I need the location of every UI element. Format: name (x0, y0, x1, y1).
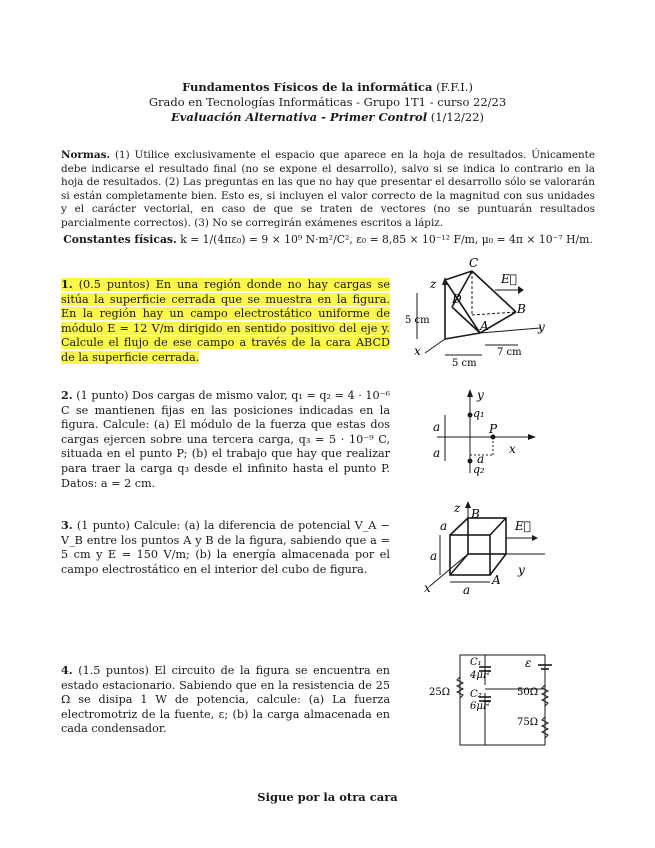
z-arrowhead (442, 277, 448, 285)
x-axis (425, 339, 445, 353)
figure-3-cube (410, 500, 560, 600)
cube-edge (450, 518, 468, 535)
fig1-label-C: C (469, 256, 479, 270)
course-title-line (0, 80, 655, 94)
fig3-label-B: B (471, 507, 480, 521)
problem-1-text: (0.5 puntos) En una región donde no hay cargas se sitúa la superficie cerrada que se muestra en la figura. En la región hay un campo electrostático uniforme de módulo E = 12 V/m dirigido en sentido positivo del eje y. Calcule el flujo de ese campo a través de la cara ABCD de la superficie cerrada. (61, 278, 390, 364)
problem-2-number: 2. (61, 388, 73, 402)
course-abbr: (F.F.I.) (436, 80, 473, 94)
fig1-label-B: B (517, 302, 526, 316)
fig3-label-E: E⃗ (515, 519, 531, 533)
problem-1-number: 1. (61, 277, 73, 291)
charge-q1-dot (468, 413, 473, 418)
fig1-label-E: E⃗ (501, 272, 517, 286)
fig2-label-y: y (477, 388, 484, 402)
e-field-arrowhead (518, 286, 524, 294)
fig3-label-x: x (424, 581, 431, 595)
course-title: Fundamentos Físicos de la informática (182, 80, 433, 94)
problem-2 (61, 388, 390, 491)
fig1-label-A: A (480, 319, 489, 333)
fig4-label-epsilon: ε (525, 656, 532, 670)
fig1-dim-width: 5 cm (452, 358, 477, 369)
fig2-label-a-lower: a (433, 446, 441, 460)
cube-edge (490, 554, 506, 575)
fig1-dim-depth: 7 cm (497, 347, 522, 358)
fig1-dim-height: 5 cm (405, 315, 430, 326)
fig1-label-D: D (452, 292, 462, 306)
rules-text: (1) Utilice exclusivamente el espacio que aparece en la hoja de resultados. Únicamente debe indicarse el resultado final (no se expone el desarrollo), salvo si se indica lo contrario en la hoja de resultados. (2) Las preguntas en las que no hay que presentar el desarrollo sólo se valorarán si están completamente bien. Esto es, si incluyen el valor correcto de la magnitud con sus unidades y el carácter vectorial, en caso de que se traten de vectores (no se puntuarán resultados parcialmente correctos). (3) No se corregirán exámenes escritos a lápiz. (61, 149, 596, 229)
figure-2-charges (425, 385, 555, 480)
fig4-label-C1-value: 4μF (470, 670, 490, 681)
fig3-label-y: y (518, 563, 525, 577)
constants-text: k = 1/(4πε₀) = 9 × 10⁹ N·m²/C², ε₀ = 8,85 × 10⁻¹² F/m, μ₀ = 4π × 10⁻⁷ H/m. (180, 233, 593, 246)
cube-edge (450, 554, 468, 575)
problem-4-number: 4. (61, 663, 73, 677)
problem-2-text: (1 punto) Dos cargas de mismo valor, q₁ = q₂ = 4 · 10⁻⁶ C se mantienen fijas en las posiciones indicadas en la figura. Calcule: (a) El módulo de la fuerza que estas dos cargas ejercen sobre una tercera carga, q₃ = 5 · 10⁻⁹ C, situada en el punto P; (b) el trabajo que hay que realizar para traer la carga q₃ desde el infinito hasta el punto P. Datos: a = 2 cm. (61, 389, 390, 490)
fig2-label-a-horizontal: a (477, 452, 485, 466)
problem-3 (61, 518, 390, 577)
problem-3-number: 3. (61, 518, 73, 532)
problem-4-text: (1.5 puntos) El circuito de la figura se encuentra en estado estacionario. Sabiendo que en la resistencia de 25 Ω se disipa 1 W de potencia, calcule: (a) La fuerza electromotriz de la fuente, ε; (b) la carga almacenada en cada condensador. (61, 664, 390, 736)
constants-heading: Constantes físicas. (63, 233, 177, 246)
problem-3-text: (1 punto) Calcule: (a) la diferencia de potencial V_A − V_B entre los puntos A y B de la figura, sabiendo que a = 5 cm y E = 150 V/m; (b) la energía almacenada por el campo electrostático en el interior del cubo de figura. (61, 519, 390, 576)
fig3-label-A: A (492, 573, 501, 587)
problem-1 (61, 277, 390, 366)
fig2-label-q1: q₁ (473, 407, 485, 420)
y-axis (480, 328, 540, 333)
rules-heading: Normas. (61, 149, 111, 161)
footer-note: Sigue por la otra cara (257, 790, 398, 804)
fig4-label-R75: 75Ω (517, 717, 539, 728)
rules-paragraph (61, 149, 595, 231)
exam-line (0, 110, 655, 124)
fig2-label-a-upper: a (433, 420, 441, 434)
fig1-label-z: z (430, 277, 437, 291)
circuit-outer-loop (460, 655, 545, 745)
fig2-label-P: P (489, 422, 498, 436)
fig1-label-y: y (538, 320, 545, 334)
figure-1-prism (400, 255, 570, 375)
exam-date: (1/12/22) (430, 110, 485, 124)
fig3-label-a-left: a (430, 549, 438, 563)
constants-line (61, 233, 595, 247)
problem-1-highlight (61, 278, 390, 364)
figure-4-circuit (425, 645, 565, 750)
fig2-label-q2: q₂ (473, 463, 485, 476)
cube-edge (490, 518, 506, 535)
fig3-label-z: z (454, 501, 461, 515)
fig4-label-R25: 25Ω (429, 687, 451, 698)
fig4-label-C1: C₁ (470, 657, 482, 668)
fig2-label-x: x (509, 442, 516, 456)
fig1-edge (445, 333, 480, 339)
exam-name: Evaluación Alternativa - Primer Control (170, 110, 428, 124)
fig4-label-C2: C₂ (470, 689, 482, 700)
charge-q2-dot (468, 459, 473, 464)
problem-4 (61, 663, 390, 737)
fig4-label-R50: 50Ω (517, 687, 539, 698)
e-field-arrowhead (532, 535, 538, 541)
y-arrowhead (467, 389, 473, 397)
fig1-label-x: x (414, 344, 421, 358)
fig3-label-a-bottom: a (463, 583, 471, 597)
fig3-label-a-top: a (440, 519, 448, 533)
x-arrowhead (528, 434, 536, 440)
degree-line: Grado en Tecnologías Informáticas - Grupo 1T1 - curso 22/23 (148, 95, 507, 109)
fig4-label-C2-value: 6μF (470, 701, 490, 712)
fig1-hidden-edge (472, 312, 516, 315)
